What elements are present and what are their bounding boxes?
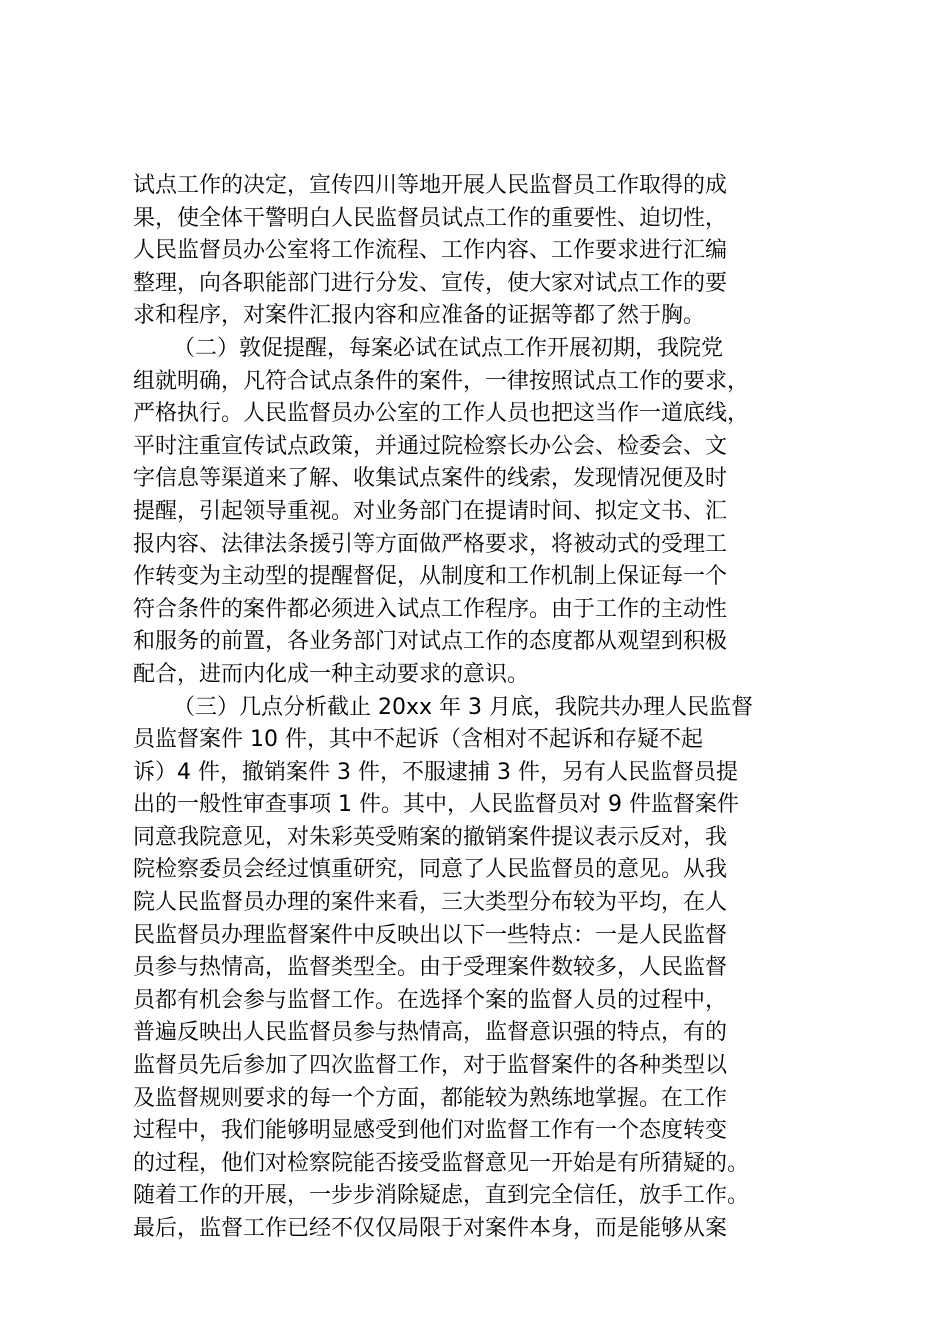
text-line: 及监督规则要求的每一个方面，都能较为熟练地掌握。在工作 (133, 1085, 728, 1111)
text-line: 普遍反映出人民监督员参与热情高，监督意识强的特点，有的 (133, 1020, 728, 1046)
text-line: 整理，向各职能部门进行分发、宣传，使大家对试点工作的要 (133, 270, 728, 296)
text-line: 人民监督员办公室将工作流程、工作内容、工作要求进行汇编 (133, 238, 728, 264)
text-line: 监督员先后参加了四次监督工作，对于监督案件的各种类型以 (133, 1053, 728, 1079)
section-three-heading-line: （三）几点分析截止 20xx 年 3 月底，我院共办理人民监督 (173, 694, 754, 720)
text-line: 报内容、法律法条援引等方面做严格要求，将被动式的受理工 (133, 531, 728, 557)
text-line: 符合条件的案件都必须进入试点工作程序。由于工作的主动性 (133, 596, 728, 622)
text-line: 求和程序，对案件汇报内容和应准备的证据等都了然于胸。 (133, 303, 706, 329)
text-line: 和服务的前置，各业务部门对试点工作的态度都从观望到积极 (133, 629, 728, 655)
text-line: 严格执行。人民监督员办公室的工作人员也把这当作一道底线， (133, 401, 750, 427)
text-line: 作转变为主动型的提醒督促，从制度和工作机制上保证每一个 (133, 564, 728, 590)
text-line: 出的一般性审查事项 1 件。其中，人民监督员对 9 件监督案件 (133, 792, 739, 818)
text-line: 随着工作的开展，一步步消除疑虑，直到完全信任，放手工作。 (133, 1183, 750, 1209)
text-line: 组就明确，凡符合试点条件的案件，一律按照试点工作的要求， (133, 368, 750, 394)
text-line: 字信息等渠道来了解、收集试点案件的线索，发现情况便及时 (133, 466, 728, 492)
text-line: 院检察委员会经过慎重研究，同意了人民监督员的意见。从我 (133, 857, 728, 883)
text-line: 平时注重宣传试点政策，并通过院检察长办公会、检委会、文 (133, 433, 728, 459)
text-line: 员监督案件 10 件，其中不起诉（含相对不起诉和存疑不起 (133, 727, 703, 753)
section-two-heading-line: （二）敦促提醒，每案必试在试点工作开展初期，我院党 (173, 335, 724, 361)
text-line: 员参与热情高，监督类型全。由于受理案件数较多，人民监督 (133, 955, 728, 981)
text-line: 过程中，我们能够明显感受到他们对监督工作有一个态度转变 (133, 1118, 728, 1144)
text-line: 试点工作的决定，宣传四川等地开展人民监督员工作取得的成 (133, 173, 728, 198)
text-line: 员都有机会参与监督工作。在选择个案的监督人员的过程中， (133, 987, 728, 1013)
body-text (133, 170, 845, 1246)
text-line: 民监督员办理监督案件中反映出以下一些特点：一是人民监督 (133, 922, 728, 948)
text-line: 同意我院意见，对朱彩英受贿案的撤销案件提议表示反对，我 (133, 824, 728, 850)
text-line: 的过程，他们对检察院能否接受监督意见一开始是有所猜疑的。 (133, 1150, 750, 1176)
text-line: 配合，进而内化成一种主动要求的意识。 (133, 661, 530, 687)
text-line: 院人民监督员办理的案件来看，三大类型分布较为平均，在人 (133, 890, 728, 916)
text-line: 提醒，引起领导重视。对业务部门在提请时间、拟定文书、汇 (133, 498, 728, 524)
text-line: 诉）4 件，撤销案件 3 件，不服逮捕 3 件，另有人民监督员提 (133, 759, 738, 785)
text-line: 果，使全体干警明白人民监督员试点工作的重要性、迫切性， (133, 205, 728, 231)
text-line: 最后，监督工作已经不仅仅局限于对案件本身，而是能够从案 (133, 1216, 728, 1241)
